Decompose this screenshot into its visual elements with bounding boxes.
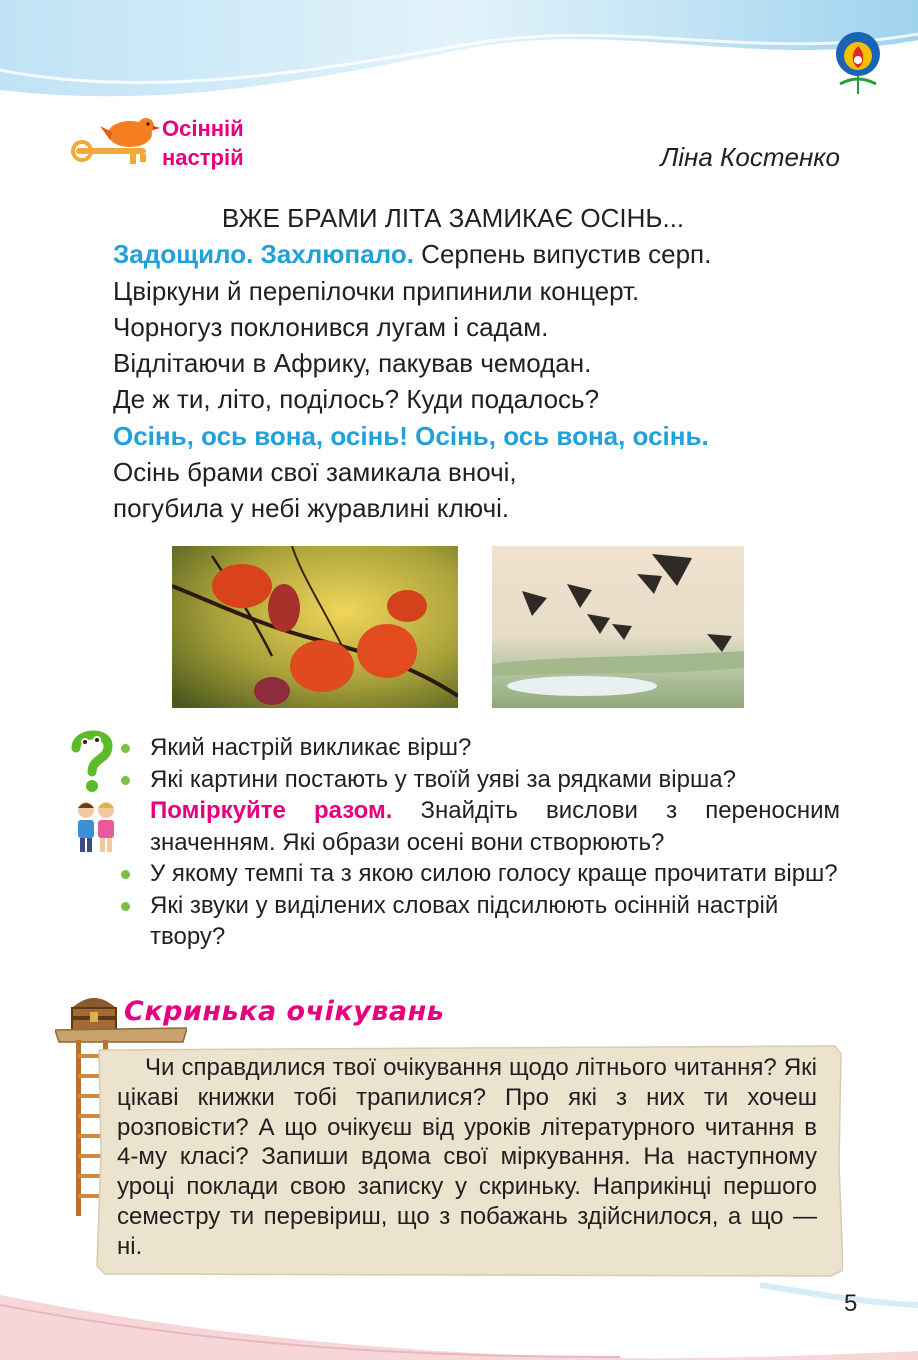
question-item [118, 890, 840, 953]
poem-title: ВЖЕ БРАМИ ЛІТА ЗАМИКАЄ ОСІНЬ... [221, 203, 685, 233]
questions-list [118, 732, 840, 953]
autumn-leaves-photo [172, 546, 458, 708]
cranes-flying-photo [492, 546, 744, 708]
section-title-line1: Осінній [162, 116, 244, 141]
question-text: У якому темпі та з якою силою голосу краще прочитати вірш? [150, 860, 838, 887]
expectations-box-text [117, 1053, 817, 1262]
question-text: Які звуки у виділених словах підсилюють осінній настрій твору? [150, 891, 779, 950]
expectations-box-heading: Скринька очікувань [124, 996, 445, 1027]
poem-line-5: Де ж ти, літо, поділось? Куди подалось? [113, 384, 600, 415]
question-text: Знайдіть вислови з переносним значенням. Які образи осені вони створюють? [150, 797, 840, 856]
question-item [118, 858, 840, 890]
bullet-icon [121, 870, 130, 879]
bullet-icon [121, 744, 130, 753]
discuss-together-label: Поміркуйте разом. [150, 797, 393, 824]
poem-line-2: Цвіркуни й перепілочки припинили концерт. [113, 275, 640, 306]
question-item [118, 732, 840, 764]
expectations-text: Чи справдилися твої очікування щодо літнього читання? Які цікаві книжки тобі трапилися? Про які з них ти хочеш розповісти? А що очікуєш від уроків літературного читання в 4-му класі? Запиши вдома свої міркування. На наступному уроці поклади свою записку у скриньку. Наприкінці першого семестру ти перевіриш, що з побажань здійснилося, а що — ні. [117, 1054, 817, 1260]
poem-line-8: погубила у небі журавлині ключі. [113, 493, 510, 524]
folk-flower-icon [828, 24, 888, 96]
bird-on-key-icon [70, 112, 162, 172]
poem-line-6-highlight: Осінь, ось вона, осінь! Осінь, ось вона, осінь. [113, 420, 709, 451]
top-wave-decoration [0, 0, 918, 110]
page-number: 5 [844, 1290, 858, 1317]
poem-line-4: Відлітаючи в Африку, пакував чемодан. [113, 348, 592, 379]
poem [113, 200, 853, 527]
kids-group-icon [72, 798, 122, 854]
poem-author: Ліна Костенко [660, 142, 840, 172]
question-item-discuss [118, 795, 840, 858]
bullet-icon [121, 902, 130, 911]
section-title [162, 114, 302, 172]
poem-line-7: Осінь брами свої замикала вночі, [113, 457, 517, 488]
poem-line-1 [113, 236, 853, 272]
section-title-line2: настрій [162, 145, 244, 170]
question-mark-character-icon [68, 726, 116, 794]
bottom-wave-decoration [0, 1265, 918, 1360]
poem-line-1-rest: Серпень випустив серп. [413, 239, 712, 270]
poem-line-1-highlight: Задощило. Захлюпало. [113, 239, 414, 270]
question-text: Які картини постають у твоїй уяві за рядками вірша? [150, 765, 736, 793]
question-item [118, 764, 840, 796]
question-text: Який настрій викликає вірш? [150, 734, 472, 761]
poem-line-3: Чорногуз поклонився лугам і садам. [113, 311, 549, 342]
bullet-icon [121, 776, 130, 785]
